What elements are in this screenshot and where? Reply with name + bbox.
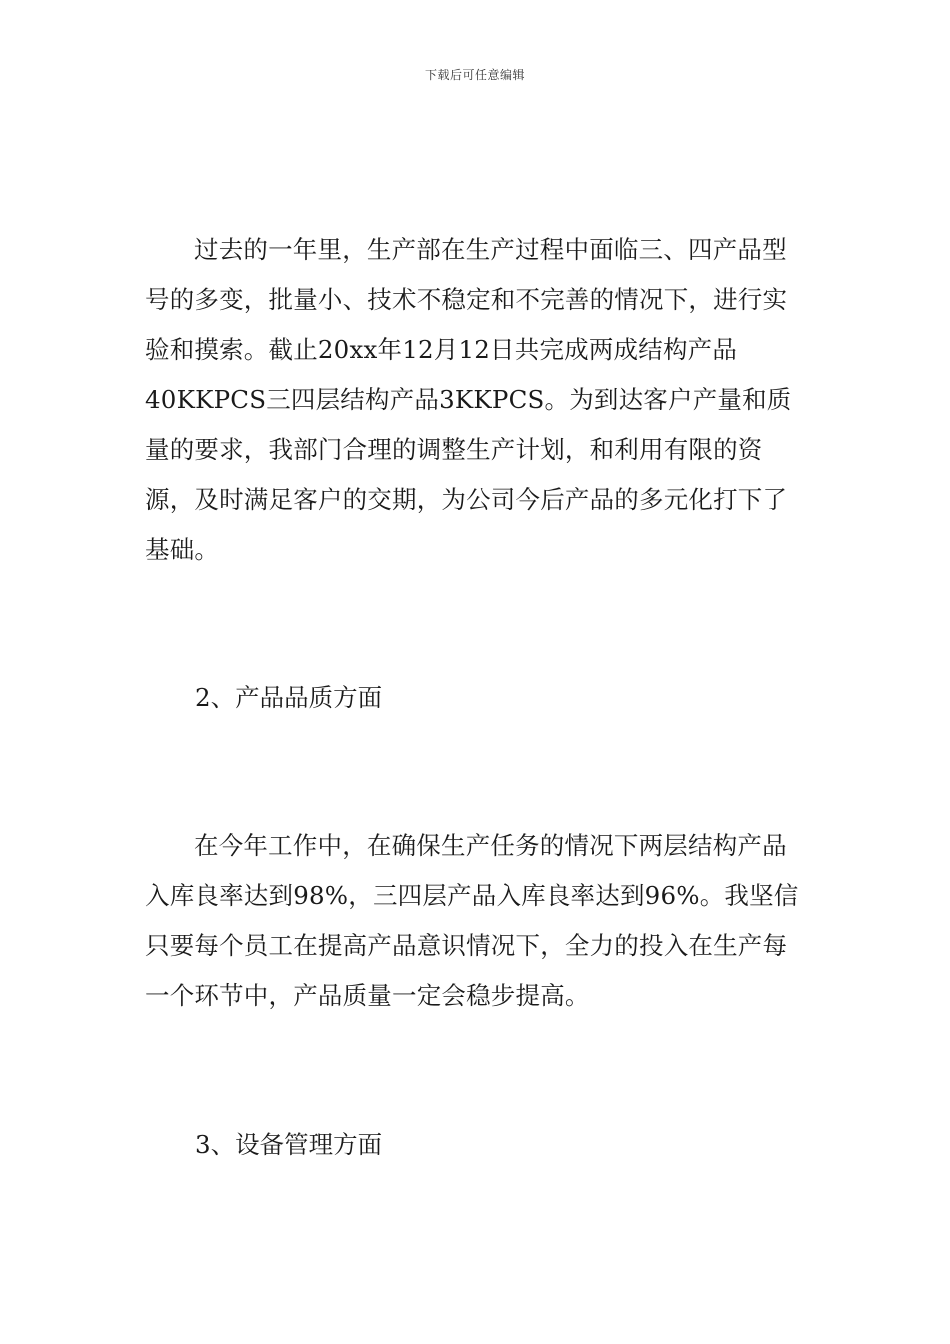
header-note: 下载后可任意编辑	[424, 68, 525, 82]
section-heading-equipment-management: 3、设备管理方面	[195, 1130, 383, 1159]
paragraph-product-quality: 在今年工作中，在确保生产任务的情况下两层结构产品入库良率达到98%，三四层产品入库良率达到96%。我坚信只要每个员工在提高产品意识情况下，全力的投入在生产每一个环节中，产品质量一定会稳步提高。	[145, 831, 799, 1010]
paragraph-production-summary: 过去的一年里，生产部在生产过程中面临三、四产品型号的多变，批量小、技术不稳定和不完善的情况下，进行实验和摸索。截止20xx年12月12日共完成两成结构产品40KKPCS三四层结构产品3KKPCS。为到达客户产量和质量的要求，我部门合理的调整生产计划，和利用有限的资源，及时满足客户的交期，为公司今后产品的多元化打下了基础。	[145, 235, 792, 564]
section-heading-product-quality: 2、产品品质方面	[195, 683, 383, 712]
